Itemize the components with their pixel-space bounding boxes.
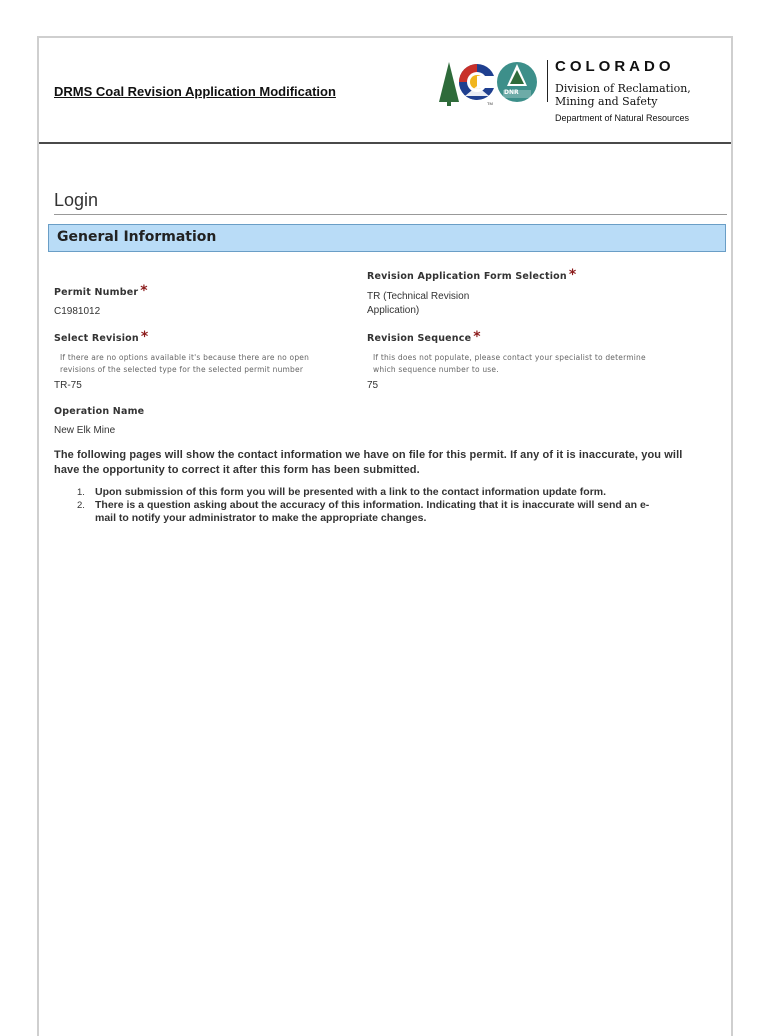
required-asterisk: * [568,267,577,283]
list-item-line1: There is a question asking about the accuracy of this information. Indicating that it is inaccurate will send an e- [95,499,650,511]
revision-sequence-label [367,329,481,349]
logo-division-line1: Division of Reclamation, [555,82,691,95]
login-divider [54,214,727,215]
list-item-line2: mail to notify your administrator to make the appropriate changes. [95,512,427,524]
list-item-number: 1. [77,487,85,498]
revision-sequence-value: 75 [367,380,379,391]
list-item [77,486,722,499]
logo-division-text [555,82,725,108]
page-header [39,38,731,144]
revision-sequence-help [373,352,646,376]
intro-line1: The following pages will show the contact information we have on file for this permit. If any of it is inaccurate, you will [54,449,683,461]
colorado-c-logo-icon [437,56,545,116]
select-revision-label-text: Select Revision [54,333,139,344]
form-selection-label-text: Revision Application Form Selection [367,271,567,282]
revision-sequence-label-text: Revision Sequence [367,333,472,344]
instructions-list [77,486,722,525]
form-selection-label [367,267,577,287]
permit-number-value: C1981012 [54,306,101,317]
revision-sequence-help-line2: which sequence number to use. [373,365,499,374]
select-revision-help-line2: revisions of the selected type for the selected permit number [60,365,304,374]
required-asterisk: * [473,329,481,345]
dnr-badge-text: DNR [504,89,519,96]
revision-sequence-help-line1: If this does not populate, please contact your specialist to determine [373,353,646,362]
form-selection-value-line1: TR (Technical Revision [367,291,470,302]
document-title: DRMS Coal Revision Application Modification [54,84,336,99]
colorado-drms-logo [437,56,727,128]
section-title: General Information [57,229,217,245]
select-revision-value: TR-75 [54,380,82,391]
document-page [37,36,733,1036]
select-revision-help-line1: If there are no options available it's because there are no open [60,353,310,362]
list-item [77,499,722,525]
list-item-number: 2. [77,500,85,511]
login-heading: Login [54,190,99,210]
required-asterisk: * [140,329,149,345]
logo-divider [547,60,548,102]
operation-name-label: Operation Name [54,406,145,417]
general-information-header [48,224,726,252]
logo-division-line2: Mining and Safety [555,95,658,108]
permit-number-label-text: Permit Number [54,287,139,298]
list-item-line1: Upon submission of this form you will be presented with a link to the contact information update form. [95,486,607,498]
required-asterisk: * [140,283,148,299]
intro-line2: have the opportunity to correct it after this form has been submitted. [54,464,420,476]
permit-number-label [54,283,148,303]
logo-department-text: Department of Natural Resources [555,113,690,123]
form-selection-value [367,290,469,318]
trademark-mark: TM [487,101,493,106]
select-revision-help [60,352,309,376]
operation-name-value: New Elk Mine [54,425,116,436]
form-selection-value-line2: Application) [367,305,420,316]
intro-paragraph [54,448,724,478]
select-revision-label [54,329,149,349]
logo-colorado-text: COLORADO [555,58,675,75]
